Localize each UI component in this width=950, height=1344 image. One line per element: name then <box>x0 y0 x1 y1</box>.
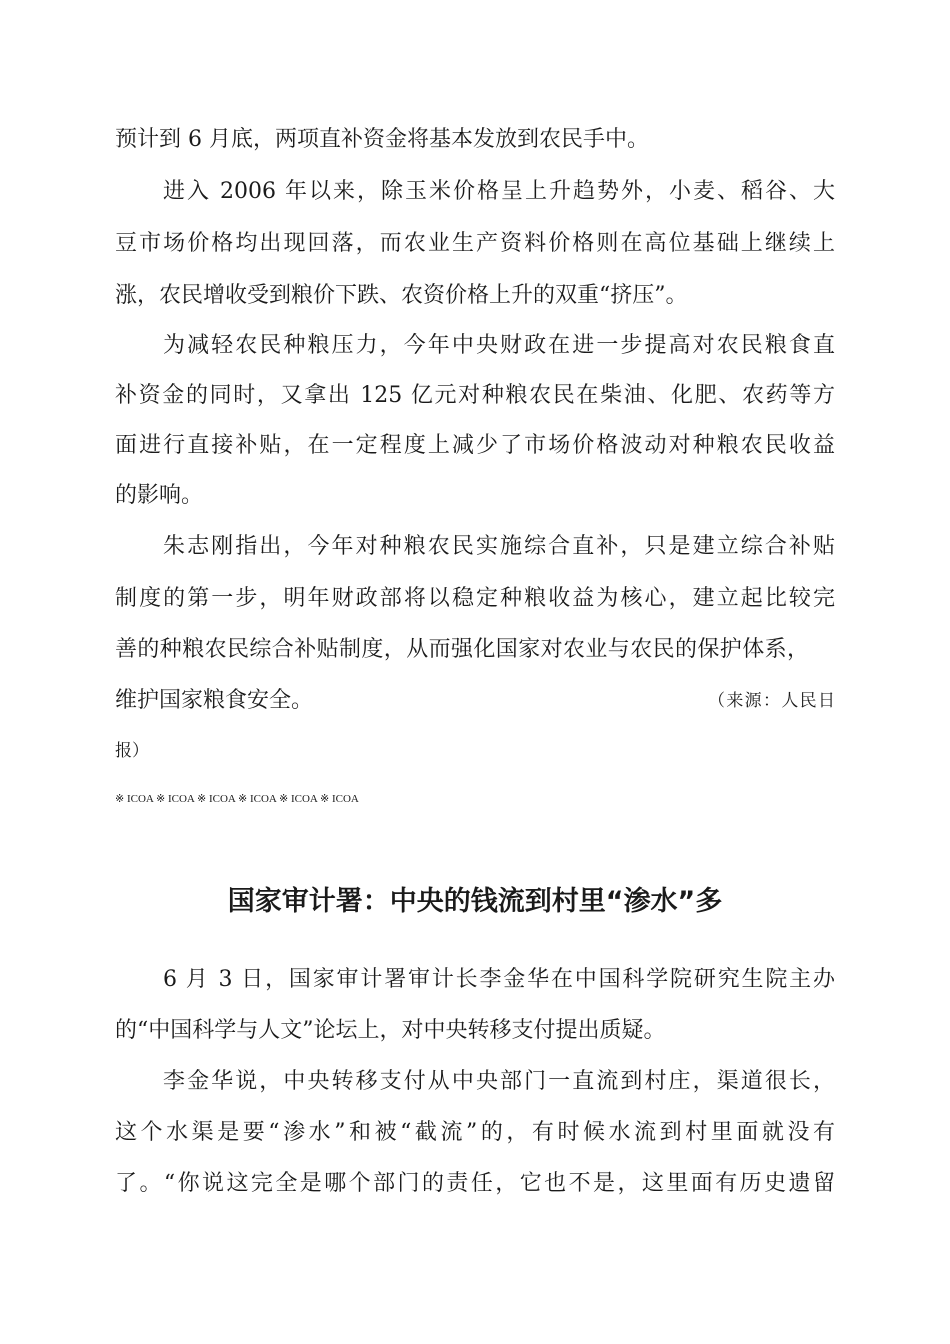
paragraph-line: 李金华说，中央转移支付从中央部门一直流到村庄，渠道很长， <box>163 1069 835 1094</box>
paragraph-line: 豆市场价格均出现回落，而农业生产资料价格则在高位基础上继续上 <box>115 231 835 256</box>
paragraph-line: 的影响。 <box>115 483 204 508</box>
paragraph-line: 预计到 6 月底，两项直补资金将基本发放到农民手中。 <box>115 127 649 152</box>
paragraph-line: 涨，农民增收受到粮价下跌、农资价格上升的双重“挤压”。 <box>115 283 688 308</box>
paragraph-line: 朱志刚指出，今年对种粮农民实施综合直补，只是建立综合补贴 <box>163 534 835 559</box>
paragraph-line: 为减轻农民种粮压力，今年中央财政在进一步提高对农民粮食直 <box>163 333 835 358</box>
paragraph-line: 补资金的同时，又拿出 125 亿元对种粮农民在柴油、化肥、农药等方 <box>115 383 835 408</box>
paragraph-line: 的“中国科学与人文”论坛上，对中央转移支付提出质疑。 <box>115 1018 666 1043</box>
section-separator: ※ ICOA ※ ICOA ※ ICOA ※ ICOA ※ ICOA ※ ICOA <box>115 793 359 805</box>
paragraph-line: 6 月 3 日，国家审计署审计长李金华在中国科学院研究生院主办 <box>163 967 835 992</box>
article-title: 国家审计署：中央的钱流到村里“渗水”多 <box>227 886 723 917</box>
paragraph-line: 面进行直接补贴，在一定程度上减少了市场价格波动对种粮农民收益 <box>115 433 835 458</box>
paragraph-line: 维护国家粮食安全。 <box>115 688 314 713</box>
source-attribution-continued: 报） <box>115 741 149 761</box>
source-attribution: （来源：人民日 <box>708 691 835 711</box>
paragraph-line: 善的种粮农民综合补贴制度，从而强化国家对农业与农民的保护体系， <box>115 637 810 662</box>
paragraph-line: 了。“你说这完全是哪个部门的责任，它也不是，这里面有历史遗留 <box>115 1171 835 1196</box>
paragraph-line: 这个水渠是要“渗水”和被“截流”的，有时候水流到村里面就没有 <box>115 1120 835 1145</box>
paragraph-line: 制度的第一步，明年财政部将以稳定种粮收益为核心，建立起比较完 <box>115 586 835 611</box>
paragraph-line: 进入 2006 年以来，除玉米价格呈上升趋势外，小麦、稻谷、大 <box>163 179 835 204</box>
